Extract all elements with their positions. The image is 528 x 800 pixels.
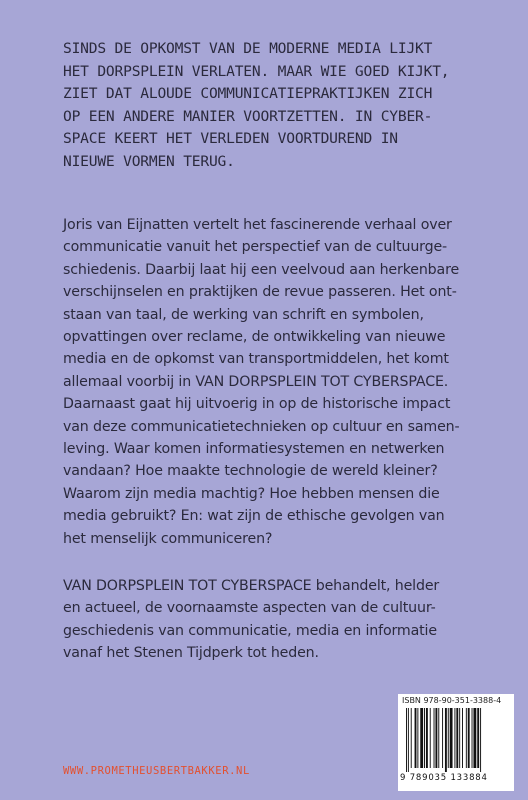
paragraph-line: communicatie vanuit het perspectief van de cultuurge- (63, 239, 448, 256)
paragraph-line: verschijnselen en praktijken de revue passeren. Het ont- (63, 284, 457, 301)
paragraph-line: leving. Waar komen informatiesystemen en netwerken (63, 441, 445, 458)
intro-line: SPACE KEERT HET VERLEDEN VOORTDUREND IN (63, 130, 398, 148)
description-paragraph-1 (63, 214, 503, 550)
paragraph-line: vanaf het Stenen Tijdperk tot heden. (63, 645, 319, 662)
intro-block (63, 38, 503, 174)
paragraph-line: media en de opkomst van transportmiddelen, het komt (63, 351, 449, 368)
paragraph-line: Waarom zijn media machtig? Hoe hebben mensen die (63, 485, 440, 502)
paragraph-line: schiedenis. Daarbij laat hij een veelvoud aan herkenbare (63, 261, 460, 278)
isbn-barcode (398, 694, 514, 791)
paragraph-line: staan van taal, de werking van schrift en symbolen, (63, 306, 424, 323)
intro-line: SINDS DE OPKOMST VAN DE MODERNE MEDIA LIJKT (63, 40, 433, 57)
paragraph-line: opvattingen over reclame, de ontwikkeling van nieuwe (63, 329, 446, 346)
paragraph-line: VAN DORPSPLEIN TOT CYBERSPACE behandelt, helder (63, 578, 440, 594)
barcode-number: 9 789035 133884 (400, 773, 488, 783)
intro-line: NIEUWE VORMEN TERUG. (63, 152, 235, 170)
paragraph-line: media gebruikt? En: wat zijn de ethische gevolgen van (63, 508, 445, 525)
intro-line: HET DORPSPLEIN VERLATEN. MAAR WIE GOED KIJKT, (63, 62, 450, 80)
paragraph-line: het menselijk communiceren? (63, 530, 273, 547)
barcode-icon (404, 708, 508, 772)
intro-line: OP EEN ANDERE MANIER VOORTZETTEN. IN CYBER- (63, 107, 433, 125)
paragraph-line: allemaal voorbij in VAN DORPSPLEIN TOT CYBERSPACE. (63, 373, 449, 390)
intro-line: ZIET DAT ALOUDE COMMUNICATIEPRAKTIJKEN ZICH (63, 85, 433, 103)
paragraph-line: Daarnaast gaat hij uitvoerig in op de historische impact (63, 396, 451, 413)
paragraph-line: van deze communicatietechnieken op cultuur en samen- (63, 418, 460, 435)
description-paragraph-2 (63, 575, 503, 665)
paragraph-line: vandaan? Hoe maakte technologie de wereld kleiner? (63, 463, 438, 480)
isbn-label: ISBN 978-90-351-3388-4 (402, 696, 502, 705)
paragraph-line: Joris van Eijnatten vertelt het fascinerende verhaal over (63, 217, 452, 233)
paragraph-line: geschiedenis van communicatie, media en informatie (63, 622, 437, 639)
paragraph-line: en actueel, de voornaamste aspecten van de cultuur- (63, 600, 436, 617)
publisher-website: WWW.PROMETHEUSBERTBAKKER.NL (63, 765, 250, 777)
